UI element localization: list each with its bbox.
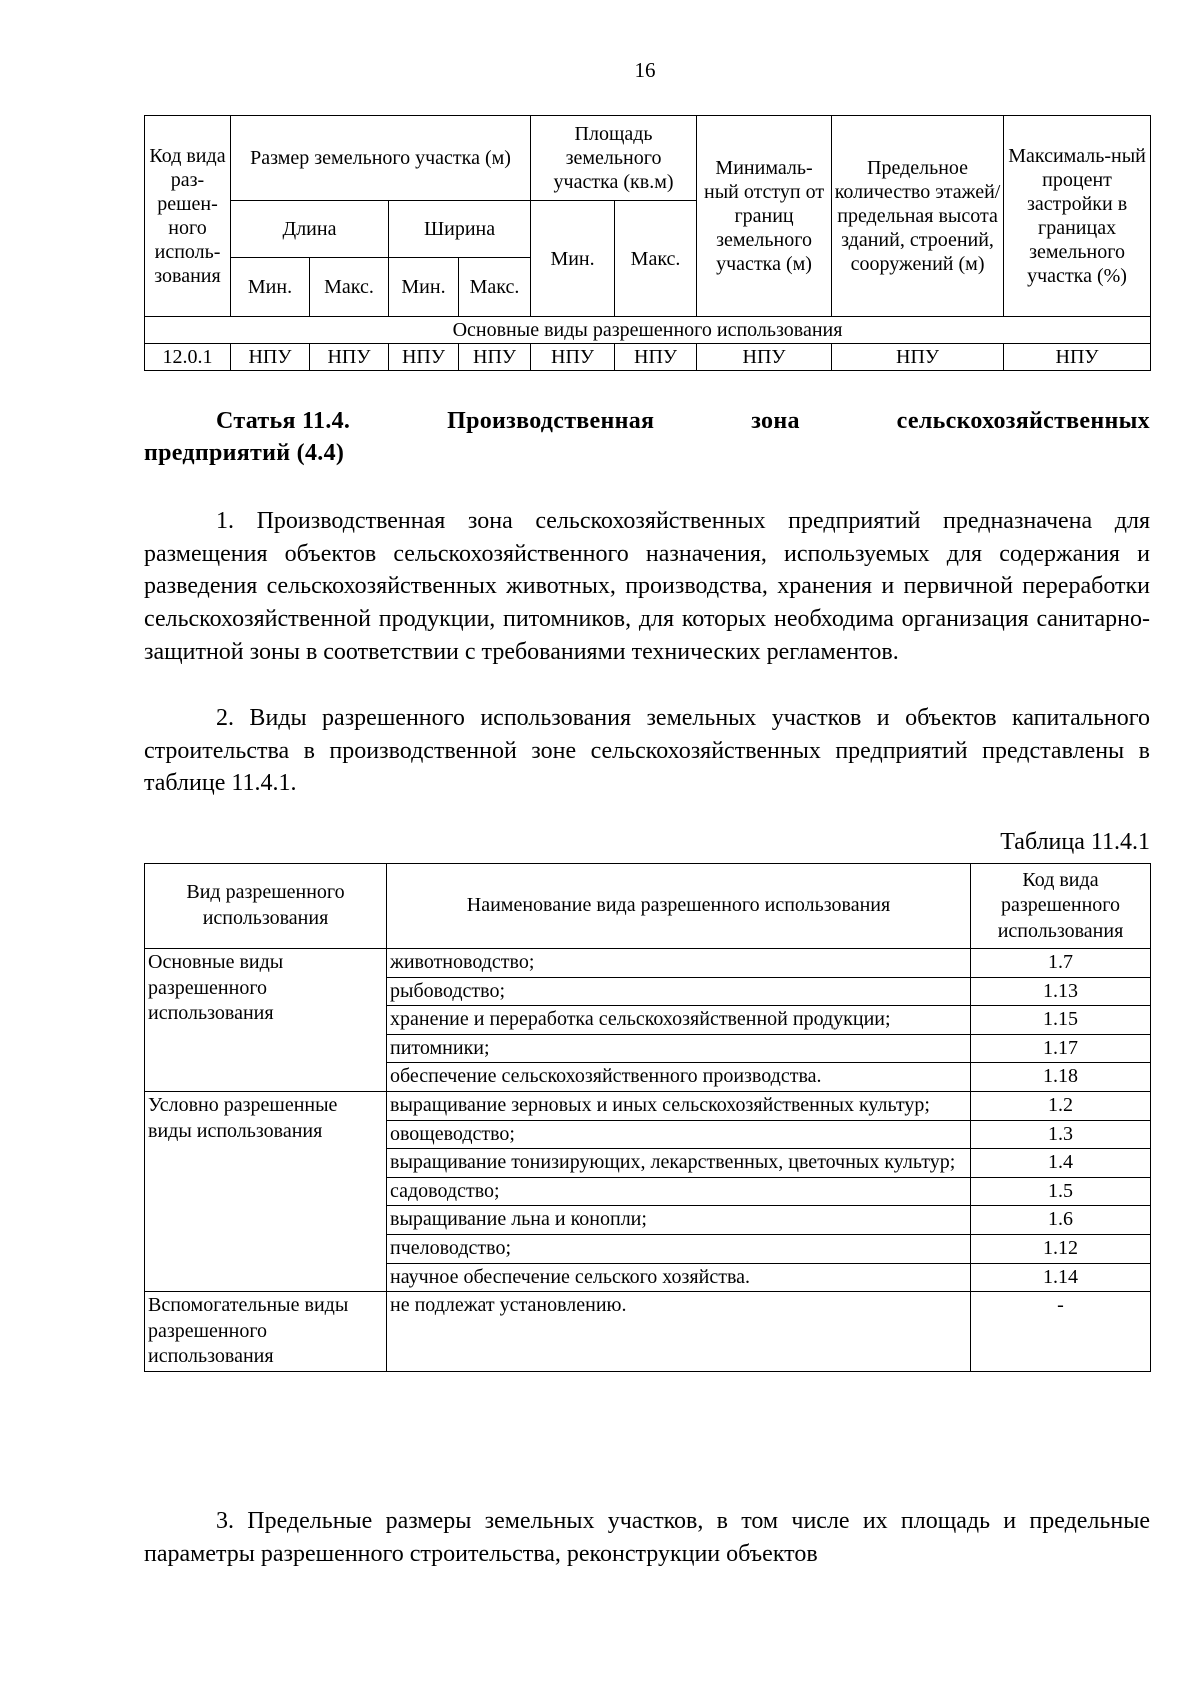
uses-header-code: Код вида разрешенного использования [971, 864, 1151, 949]
uses-header-name: Наименование вида разрешенного использования [387, 864, 971, 949]
parameters-table [144, 115, 1151, 371]
page-number: 16 [634, 58, 656, 82]
uses-code: 1.3 [971, 1120, 1151, 1149]
table-cell: НПУ [832, 344, 1004, 371]
uses-code: - [971, 1292, 1151, 1372]
uses-category: Основные виды разрешенного использования [145, 949, 387, 1092]
uses-category: Условно разрешенные виды использования [145, 1091, 387, 1291]
article-word: зона [751, 408, 800, 434]
header-length-min: Мин. [231, 258, 310, 317]
uses-header-type: Вид разрешенного использования [145, 864, 387, 949]
uses-name: хранение и переработка сельскохозяйственной продукции; [387, 1006, 971, 1035]
header-code: Код вида раз-решен-ного исполь-зования [145, 116, 231, 317]
uses-name: овощеводство; [387, 1120, 971, 1149]
uses-code: 1.13 [971, 977, 1151, 1006]
uses-code: 1.7 [971, 949, 1151, 978]
article-heading-line2: предприятий (4.4) [144, 440, 345, 467]
uses-code: 1.4 [971, 1149, 1151, 1178]
table-caption: Таблица 11.4.1 [1000, 829, 1150, 855]
uses-code: 1.15 [971, 1006, 1151, 1035]
uses-name: садоводство; [387, 1177, 971, 1206]
header-length: Длина [231, 201, 389, 258]
uses-code: 1.14 [971, 1263, 1151, 1292]
header-width: Ширина [389, 201, 531, 258]
header-setback: Минималь-ный отступ от границ земельного участка (м) [697, 116, 832, 317]
uses-name: не подлежат установлению. [387, 1292, 971, 1372]
paragraph-1: 1. Производственная зона сельскохозяйственных предприятий предназначена для размещения объектов сельскохозяйственного назначения, используемых для содержания и разведения сельскохозяйственных животных, производства, хранения и первичной переработки сельскохозяйственной продукции, питомников, для которых необходима организация санитарно-защитной зоны в соответствии с требованиями технических регламентов. [144, 508, 1150, 665]
section-title: Основные виды разрешенного использования [145, 317, 1151, 344]
header-width-max: Макс. [459, 258, 531, 317]
uses-name: пчеловодство; [387, 1234, 971, 1263]
uses-name: выращивание тонизирующих, лекарственных, цветочных культур; [387, 1149, 971, 1178]
header-coverage: Максималь-ный процент застройки в границах земельного участка (%) [1004, 116, 1151, 317]
uses-name: выращивание льна и конопли; [387, 1206, 971, 1235]
table-cell: НПУ [615, 344, 697, 371]
table-cell: НПУ [459, 344, 531, 371]
uses-code: 1.17 [971, 1034, 1151, 1063]
article-word: сельскохозяйственных [896, 408, 1150, 434]
article-heading [144, 405, 1150, 470]
uses-name: обеспечение сельскохозяйственного производства. [387, 1063, 971, 1092]
table-cell: НПУ [1004, 344, 1151, 371]
header-length-max: Макс. [310, 258, 389, 317]
uses-name: выращивание зерновых и иных сельскохозяйственных культур; [387, 1091, 971, 1120]
article-word: Производственная [447, 408, 655, 434]
header-width-min: Мин. [389, 258, 459, 317]
header-size: Размер земельного участка (м) [231, 116, 531, 201]
header-area-min: Мин. [531, 201, 615, 317]
header-area-max: Макс. [615, 201, 697, 317]
header-floors: Предельное количество этажей/ предельная высота зданий, строений, сооружений (м) [832, 116, 1004, 317]
uses-code: 1.18 [971, 1063, 1151, 1092]
table-cell: 12.0.1 [145, 344, 231, 371]
article-label: Статья 11.4. [216, 408, 351, 434]
uses-table [144, 863, 1151, 1372]
uses-code: 1.6 [971, 1206, 1151, 1235]
uses-code: 1.2 [971, 1091, 1151, 1120]
uses-name: научное обеспечение сельского хозяйства. [387, 1263, 971, 1292]
table-cell: НПУ [231, 344, 310, 371]
uses-code: 1.12 [971, 1234, 1151, 1263]
paragraph-3: 3. Предельные размеры земельных участков, в том числе их площадь и предельные параметры разрешенного строительства, реконструкции объектов [144, 1508, 1150, 1567]
uses-name: рыбоводство; [387, 977, 971, 1006]
table-cell: НПУ [697, 344, 832, 371]
header-area: Площадь земельного участка (кв.м) [531, 116, 697, 201]
paragraph-2: 2. Виды разрешенного использования земельных участков и объектов капитального строительства в производственной зоне сельскохозяйственных предприятий представлены в таблице 11.4.1. [144, 705, 1150, 797]
uses-name: питомники; [387, 1034, 971, 1063]
table-cell: НПУ [389, 344, 459, 371]
uses-code: 1.5 [971, 1177, 1151, 1206]
table-cell: НПУ [531, 344, 615, 371]
table-cell: НПУ [310, 344, 389, 371]
uses-category: Вспомогательные виды разрешенного использования [145, 1292, 387, 1372]
uses-name: животноводство; [387, 949, 971, 978]
